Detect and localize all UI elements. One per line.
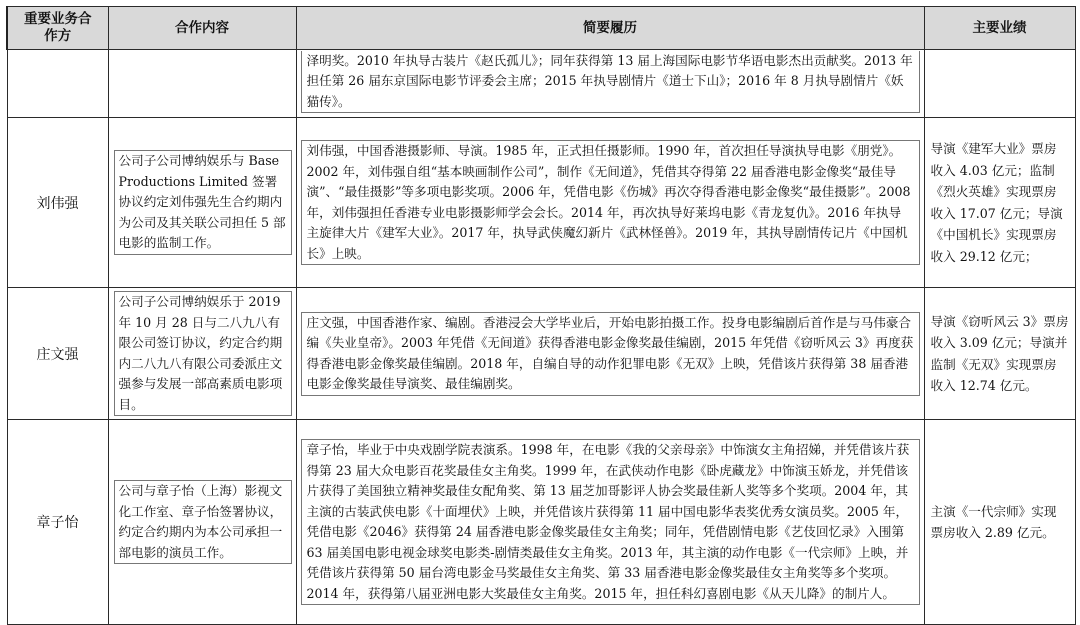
content-cell xyxy=(108,50,296,118)
header-achievements: 主要业绩 xyxy=(924,7,1075,50)
achievements-cell: 主演《一代宗师》实现票房收入 2.89 亿元。 xyxy=(924,420,1075,625)
header-partner: 重要业务合作方 xyxy=(7,7,108,50)
content-cell xyxy=(108,288,296,420)
achievements-cell xyxy=(924,50,1075,118)
header-content: 合作内容 xyxy=(108,7,296,50)
resume-text: 章子怡，毕业于中央戏剧学院表演系。1998 年，在电影《我的父亲母亲》中饰演女主角招娣，并凭借该片获得第 23 届大众电影百花奖最佳女主角奖。1999 年，在武侠动作电影《卧虎藏龙》中饰演玉娇龙，并凭借该片获得了美国独立精神奖最佳女配角奖、第 13 届芝加哥影评人协会奖最佳新人奖等多个奖项。2004 年，其主演的古装武侠电影《十面埋伏》上映，并凭借该片获得第 11 届中国电影华表奖优秀女演员奖。2005 年，凭借电影《2046》获得第 24 届香港电影金像奖最佳女主角奖；同年，凭借剧情电影《艺伎回忆录》入围第 63 届美国电影电视金球奖电影类-剧情类最佳女主角奖。2013 年，其主演的动作电影《一代宗师》上映，并凭借该片获得第 50 届台湾电影金马奖最佳女主角奖、第 33 届香港电影金像奖最佳女主角奖等多个奖项。2014 年，获得第八届亚洲电影大奖最佳女主角奖。2015 年，担任科幻喜剧电影《从天儿降》的制片人。 xyxy=(301,439,920,605)
partner-name-cell: 庄文强 xyxy=(7,288,108,420)
partner-name-cell xyxy=(7,50,108,118)
resume-cell xyxy=(296,118,924,288)
table-row xyxy=(7,118,1075,288)
header-resume: 简要履历 xyxy=(296,7,924,50)
resume-cell xyxy=(296,50,924,118)
content-cell xyxy=(108,118,296,288)
resume-text: 庄文强，中国香港作家、编剧。香港浸会大学毕业后，开始电影拍摄工作。投身电影编剧后首作是与马伟豪合编《失业皇帝》。2003 年凭借《无间道》获得香港电影金像奖最佳编剧，2015 年凭借《窃听风云 3》再度获得香港电影金像奖最佳编剧。2018 年，自编自导的动作犯罪电影《无双》上映，凭借该片获得第 38 届香港电影金像奖最佳导演奖、最佳编剧奖。 xyxy=(301,312,920,396)
achievements-cell: 导演《建军大业》票房收入 4.03 亿元；监制《烈火英雄》实现票房收入 17.07 亿元；导演《中国机长》实现票房收入 29.12 亿元； xyxy=(924,118,1075,288)
table-row xyxy=(7,420,1075,625)
table-header-row xyxy=(7,7,1075,50)
resume-text: 泽明奖。2010 年执导古装片《赵氏孤儿》；同年获得第 13 届上海国际电影节华语电影杰出贡献奖。2013 年担任第 26 届东京国际电影节评委会主席；2015 年执导剧情片《道士下山》；2016 年 8 月执导剧情片《妖猫传》。 xyxy=(301,51,920,114)
partner-name-cell: 刘伟强 xyxy=(7,118,108,288)
resume-cell xyxy=(296,288,924,420)
table-row xyxy=(7,288,1075,420)
table-row xyxy=(7,50,1075,118)
achievements-cell: 导演《窃听风云 3》票房收入 3.09 亿元；导演并监制《无双》实现票房收入 12.74 亿元。 xyxy=(924,288,1075,420)
resume-text: 刘伟强，中国香港摄影师、导演。1985 年，正式担任摄影师。1990 年，首次担任导演执导电影《朋党》。2002 年，刘伟强自组“基本映画制作公司”，制作《无间道》，凭借其夺得第 22 届香港电影金像奖“最佳导演”、“最佳摄影”等多项电影奖项。2006 年，凭借电影《伤城》再次夺得香港电影金像奖“最佳摄影”。2008 年，刘伟强担任香港专业电影摄影师学会会长。2014 年，再次执导好莱坞电影《青龙复仇》。2016 年执导主旋律大片《建军大业》。2017 年，执导武侠魔幻新片《武林怪兽》。2019 年，其执导剧情传记片《中国机长》上映。 xyxy=(301,140,920,265)
partner-name-cell: 章子怡 xyxy=(7,420,108,625)
content-text: 公司与章子怡（上海）影视文化工作室、章子怡签署协议，约定合约期内为本公司承担一部电影的演员工作。 xyxy=(114,480,292,564)
resume-cell xyxy=(296,420,924,625)
partner-table xyxy=(6,6,1076,625)
content-text: 公司子公司博纳娱乐于 2019 年 10 月 28 日与二八九八有限公司签订协议，约定合约期内二八九八有限公司委派庄文强参与发展一部高素质电影项目。 xyxy=(114,291,292,416)
content-text: 公司子公司博纳娱乐与 Base Productions Limited 签署协议约定刘伟强先生合约期内为公司及其关联公司担任 5 部电影的监制工作。 xyxy=(114,150,292,255)
partner-table-container xyxy=(6,6,1074,625)
content-cell xyxy=(108,420,296,625)
